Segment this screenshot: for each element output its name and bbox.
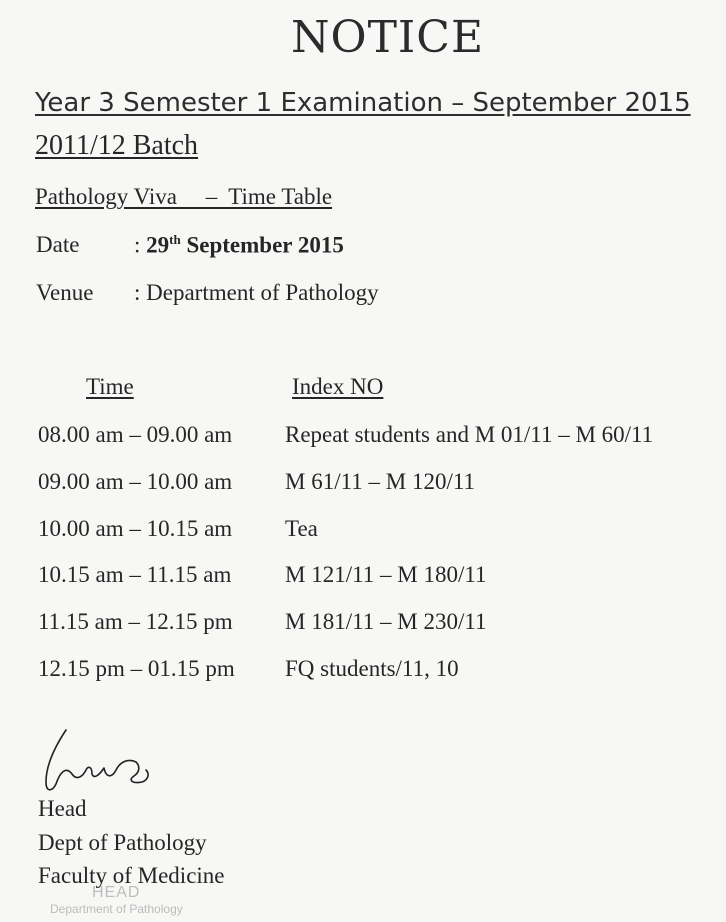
date-value xyxy=(134,232,344,259)
row-time: 09.00 am – 10.00 am xyxy=(38,469,233,494)
notice-title: NOTICE xyxy=(291,12,485,63)
row-time: 10.15 am – 11.15 am xyxy=(38,562,232,587)
stamp-title: HEAD xyxy=(92,884,141,901)
signature xyxy=(36,722,166,802)
signatory-faculty: Faculty of Medicine xyxy=(38,863,225,888)
batch-heading: 2011/12 Batch xyxy=(35,130,199,161)
row-index: M 121/11 – M 180/11 xyxy=(285,562,487,587)
stamp-dept: Department of Pathology xyxy=(50,902,183,916)
row-time: 12.15 pm – 01.15 pm xyxy=(38,656,235,681)
signatory-dept: Dept of Pathology xyxy=(38,830,207,855)
row-index: FQ students/11, 10 xyxy=(285,656,459,681)
row-index: M 61/11 – M 120/11 xyxy=(285,469,475,494)
row-index: Repeat students and M 01/11 – M 60/11 xyxy=(285,422,654,447)
date-label: Date xyxy=(36,232,80,257)
exam-heading: Year 3 Semester 1 Examination – September 2015 xyxy=(35,88,691,118)
time-column-header: Time xyxy=(86,374,134,399)
row-time: 10.00 am – 10.15 am xyxy=(38,516,233,541)
date-month-year: September 2015 xyxy=(180,232,344,258)
row-index: Tea xyxy=(285,516,318,541)
date-day: 29 xyxy=(146,232,170,258)
row-time: 08.00 am – 09.00 am xyxy=(38,422,233,447)
index-column-header: Index NO xyxy=(292,374,384,399)
signatory-title: Head xyxy=(38,796,87,821)
row-index: M 181/11 – M 230/11 xyxy=(285,609,487,634)
date-colon: : xyxy=(134,232,147,258)
subject-heading: Pathology Viva – Time Table xyxy=(35,184,333,209)
venue-label: Venue xyxy=(36,280,94,305)
date-suffix: th xyxy=(169,232,181,247)
row-time: 11.15 am – 12.15 pm xyxy=(38,609,233,634)
venue-value: : Department of Pathology xyxy=(134,280,379,305)
